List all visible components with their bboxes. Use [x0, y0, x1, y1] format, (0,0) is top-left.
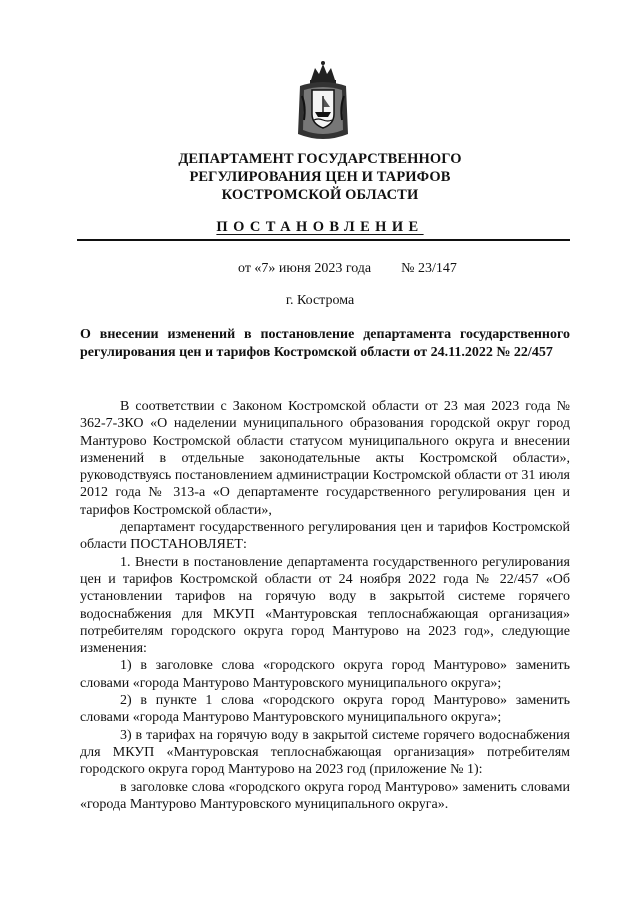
department-line: КОСТРОМСКОЙ ОБЛАСТИ [221, 187, 419, 203]
paragraph: 1. Внести в постановление департамента государственного регулирования цен и тарифов Костромской области от 24 ноября 2022 года № 22/457 «Об установлении тарифов на горячую воду в закрытой системе горячего водоснабжения для МКУП «Мантуровская теплоснабжающая организация» потребителям городского округа город Мантурово на 2023 год», следующие изменения: [80, 554, 570, 657]
document-date: от «7» июня 2023 года [238, 261, 372, 276]
paragraph: департамент государственного регулирования цен и тарифов Костромской области ПОСТАНОВЛЯЕТ: [80, 520, 570, 553]
paragraph: 1) в заголовке слова «городского округа город Мантурово» заменить словами «города Мантурово Мантуровского муниципального округа»; [80, 658, 570, 691]
document-city: г. Кострома [285, 293, 355, 308]
document-number: № 23/147 [401, 261, 457, 276]
paragraph: В соответствии с Законом Костромской области от 23 мая 2023 года № 362-7-ЗКО «О наделении муниципального образования городской округ город Мантурово Костромской области статусом муниципального округа и внесении изменений в отдельные законодательные акты Костромской области», руководствуясь постановлением администрации Костромской области от 31 июля 2012 года № 313-а «О департаменте государственного регулирования цен и тарифов Костромской области», [80, 399, 570, 518]
date-line [238, 261, 457, 277]
department-line: РЕГУЛИРОВАНИЯ ЦЕН И ТАРИФОВ [189, 169, 451, 185]
document-title: О внесении изменений в постановление департамента государственного регулирования цен и тарифов Костромской области от 24.11.2022 № 22/457 [80, 327, 570, 360]
paragraph: в заголовке слова «городского округа город Мантурово» заменить словами «города Мантурово Мантуровского муниципального округа». [80, 779, 570, 812]
header-divider [77, 239, 570, 241]
document-type: ПОСТАНОВЛЕНИЕ [216, 219, 424, 235]
coat-of-arms-icon [296, 60, 350, 144]
paragraph: 3) в тарифах на горячую воду в закрытой системе горячего водоснабжения для МКУП «Мантуровская теплоснабжающая организация» потребителям городского округа город Мантурово на 2023 год (приложение № 1): [80, 727, 570, 778]
document-body [80, 398, 570, 813]
department-line: ДЕПАРТАМЕНТ ГОСУДАРСТВЕННОГО [178, 151, 462, 167]
department-name [120, 150, 520, 204]
paragraph: 2) в пункте 1 слова «городского округа город Мантурово» заменить словами «города Мантурово Мантуровского муниципального округа»; [80, 693, 570, 726]
